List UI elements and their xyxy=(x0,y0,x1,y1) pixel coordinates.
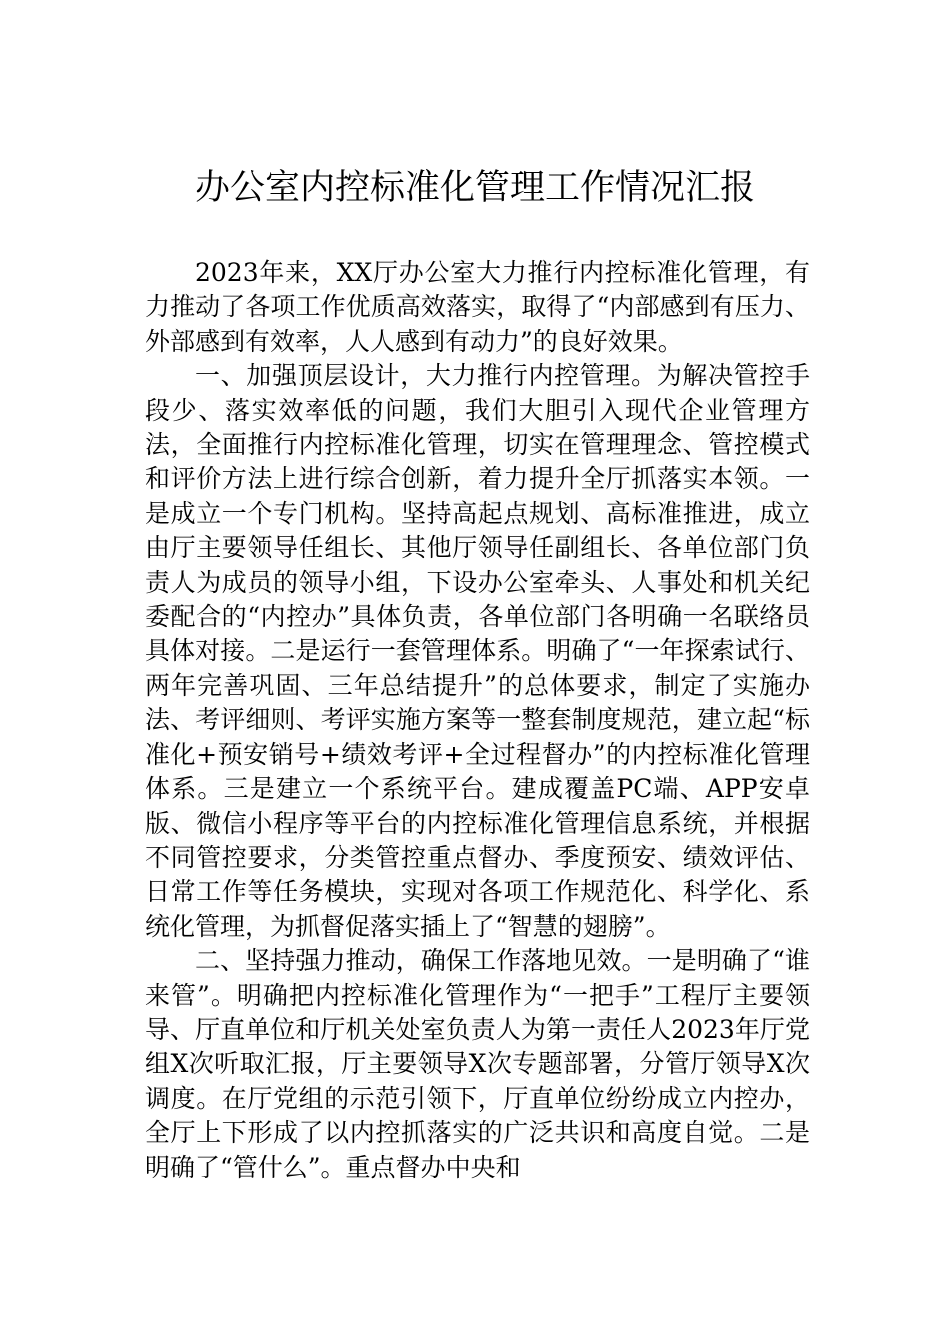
document-body xyxy=(145,256,810,1185)
document-title: 办公室内控标准化管理工作情况汇报 xyxy=(194,168,755,208)
paragraph-section-two: 二、坚持强力推动，确保工作落地见效。一是明确了“谁来管”。明确把内控标准化管理作为“一把手”工程厅主要领导、厅直单位和厅机关处室负责人为第一责任人2023年厅党组X次听取汇报，厅主要领导X次专题部署，分管厅领导X次调度。在厅党组的示范引领下，厅直单位纷纷成立内控办，全厅上下形成了以内控抓落实的广泛共识和高度自觉。二是明确了“管什么”。重点督办中央和 xyxy=(145,946,810,1182)
paragraph-intro: 2023年来，XX厅办公室大力推行内控标准化管理，有力推动了各项工作优质高效落实，取得了“内部感到有压力、外部感到有效率，人人感到有动力”的良好效果。 xyxy=(145,258,810,356)
paragraph-section-one: 一、加强顶层设计，大力推行内控管理。为解决管控手段少、落实效率低的问题，我们大胆引入现代企业管理方法，全面推行内控标准化管理，切实在管理理念、管控模式和评价方法上进行综合创新，着力提升全厅抓落实本领。一是成立一个专门机构。坚持高起点规划、高标准推进，成立由厅主要领导任组长、其他厅领导任副组长、各单位部门负责人为成员的领导小组，下设办公室牵头、人事处和机关纪委配合的“内控办”具体负责，各单位部门各明确一名联络员具体对接。二是运行一套管理体系。明确了“一年探索试行、两年完善巩固、三年总结提升”的总体要求，制定了实施办法、考评细则、考评实施方案等一整套制度规范，建立起“标准化+预安销号+绩效考评+全过程督办”的内控标准化管理体系。三是建立一个系统平台。建成覆盖PC端、APP安卓版、微信小程序等平台的内控标准化管理信息系统，并根据不同管控要求，分类管控重点督办、季度预安、绩效评估、日常工作等任务模块，实现对各项工作规范化、科学化、系统化管理，为抓督促落实插上了“智慧的翅膀”。 xyxy=(145,361,810,941)
